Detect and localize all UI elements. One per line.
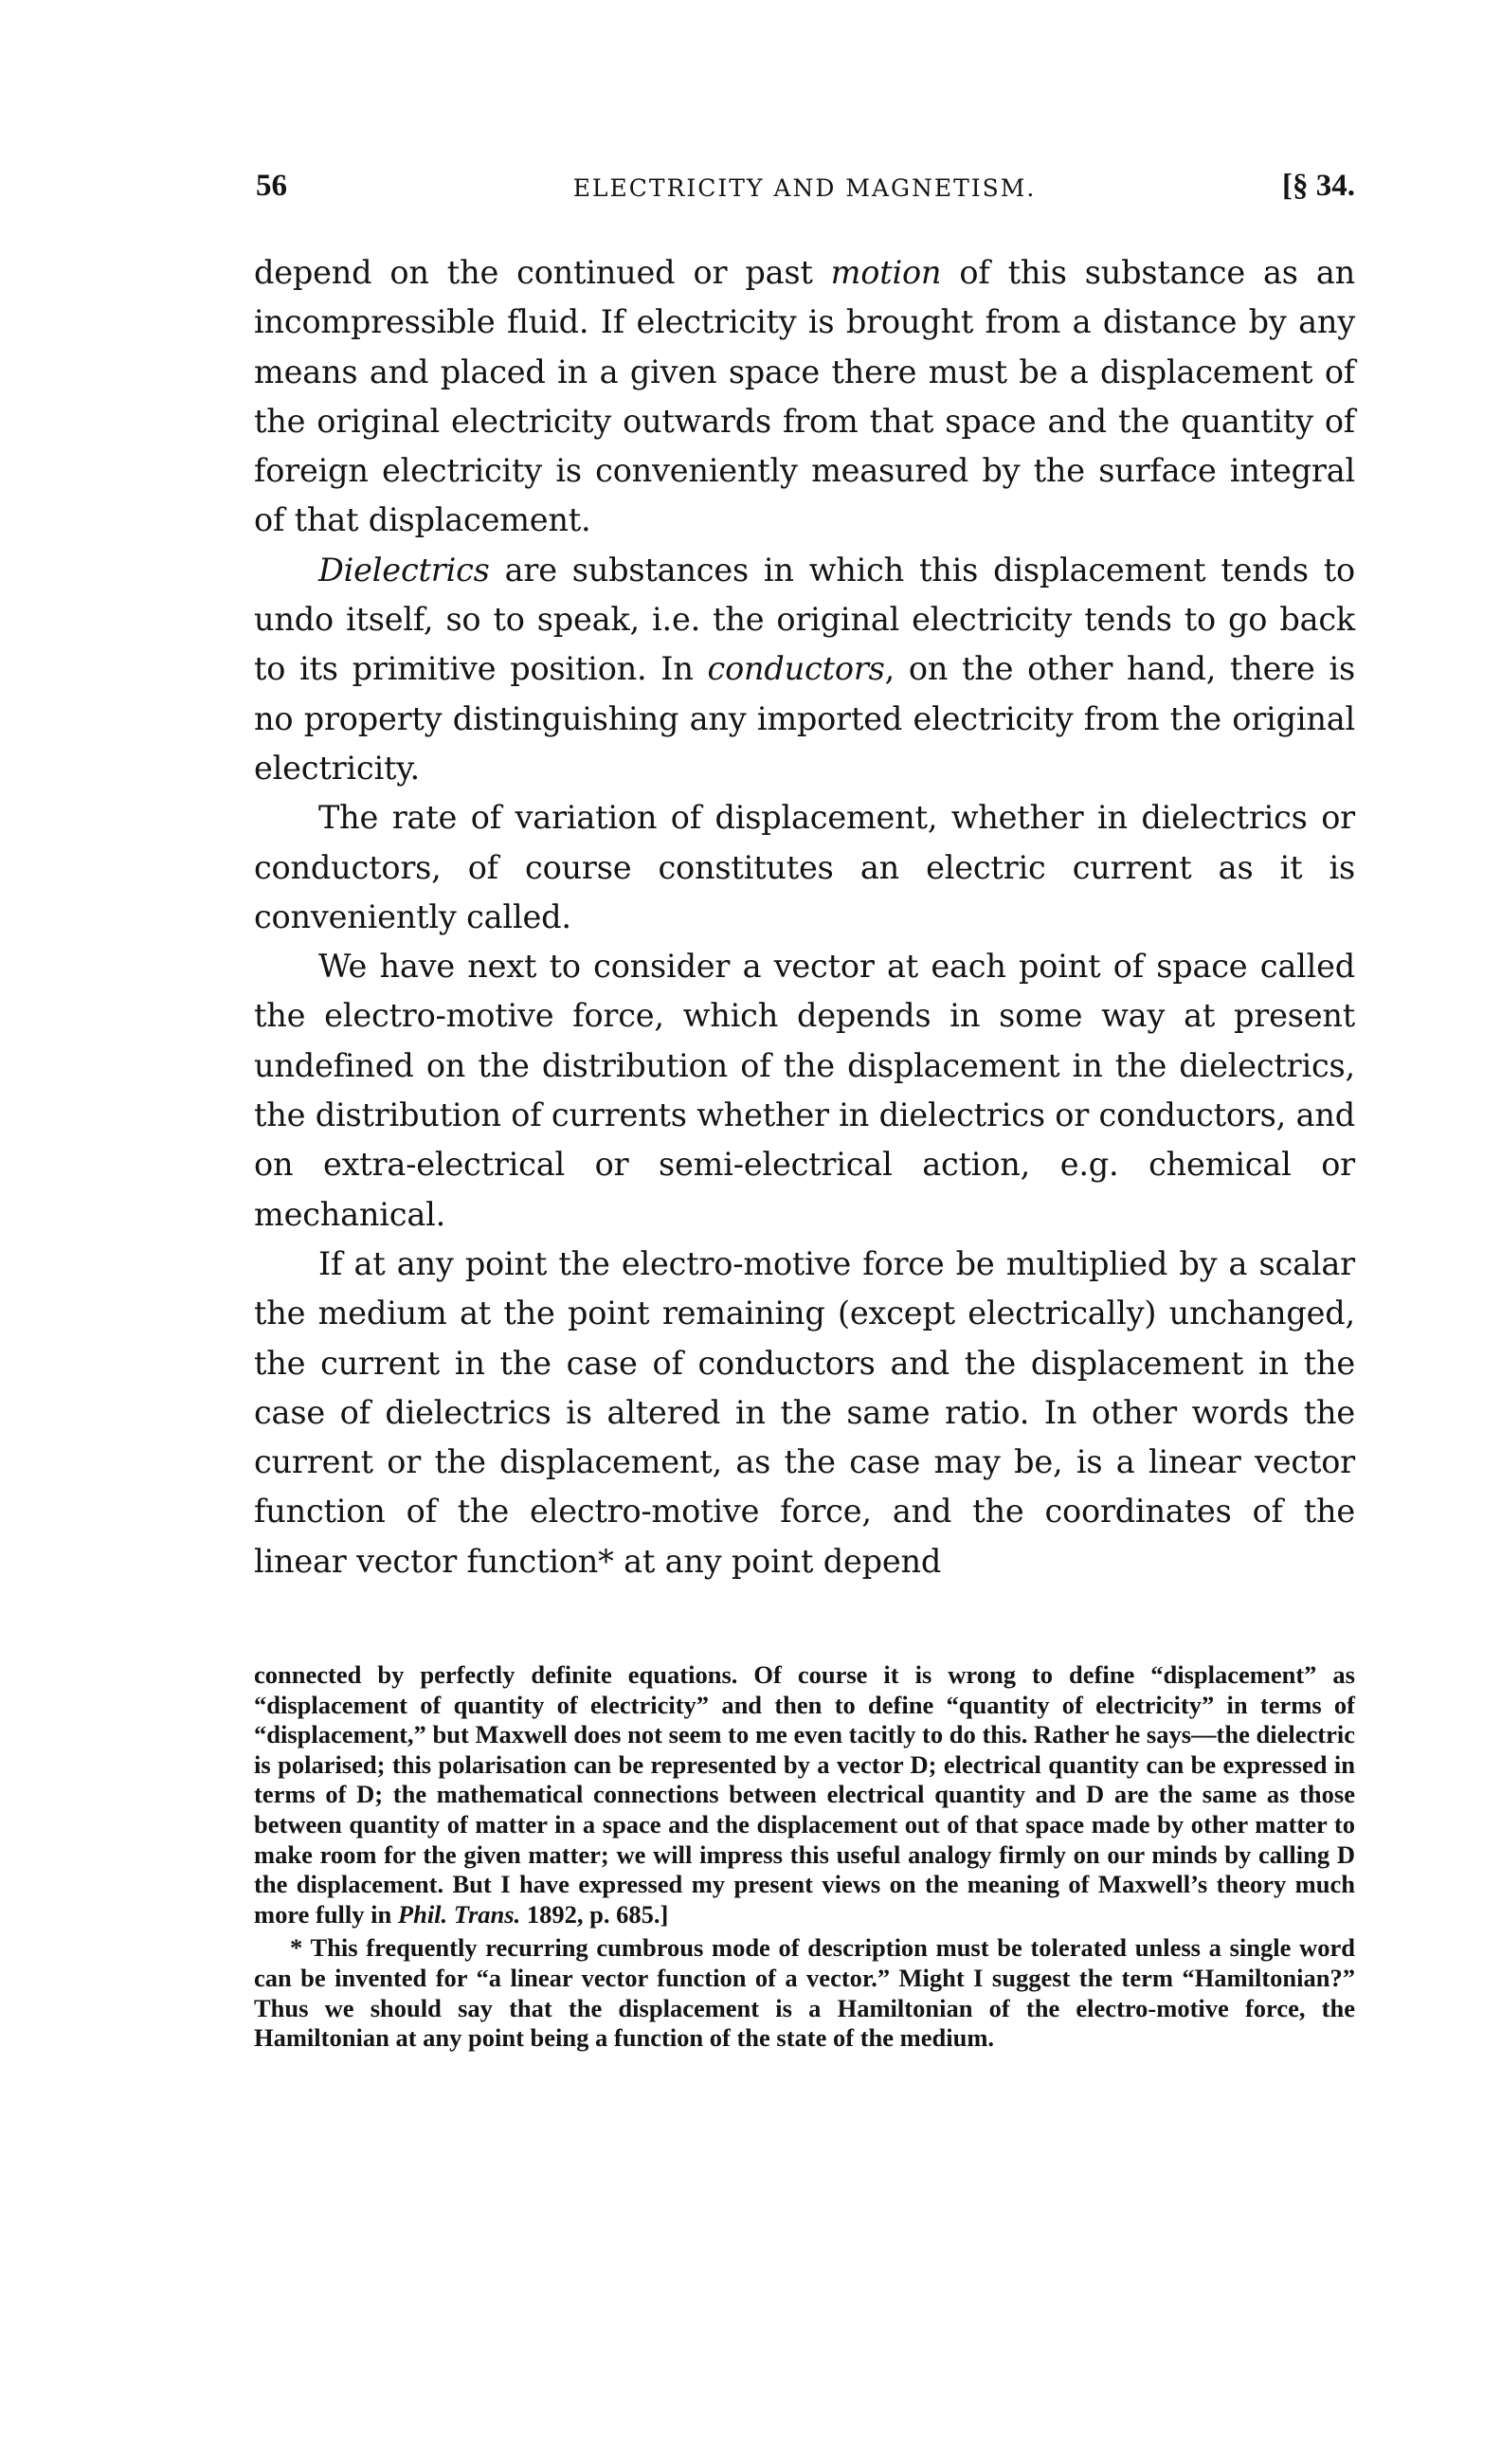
paragraph-linear-vector-function bbox=[254, 1240, 1355, 1586]
text-segment: of this substance as an incompressible fluid. If electricity is brought from a distance by any means and placed in a given space there must be a displacement of the original electricity outwards from that space and the quantity of foreign electricity is conveniently measured by the surface integral of that displacement. bbox=[254, 254, 1356, 539]
italic-term-conductors: conductors bbox=[707, 650, 885, 688]
footnote-continued bbox=[254, 1660, 1355, 1930]
text-segment: The rate of variation of displacement, whether in dielectrics or conductors, of course constitutes an electric current as it is conveniently called. bbox=[254, 799, 1355, 935]
italic-citation: Phil. Trans. bbox=[397, 1899, 521, 1929]
main-text bbox=[254, 248, 1355, 1586]
page-number: 56 bbox=[256, 169, 287, 203]
paragraph-dielectrics bbox=[254, 546, 1355, 793]
footnotes bbox=[254, 1660, 1355, 2054]
text-segment: If at any point the electro-motive force be multiplied by a scalar the medium at the point remaining (except electrically) unchanged, the current in the case of conductors and the displacement in the case of dielectrics is altered in the same ratio. In other words the current or the displacement, as the case may be, is a linear vector function of the electro-motive force, and the coordinates of the linear vector function* at any point depend bbox=[254, 1244, 1355, 1580]
italic-term-dielectrics: Dielectrics bbox=[318, 551, 490, 589]
paragraph-current bbox=[254, 793, 1355, 942]
text-segment: are substances in which this displacement tends to undo itself, so to speak, i.e. the original electricity tends to go back to its primitive position. In bbox=[254, 551, 1355, 688]
text-segment: We have next to consider a vector at each point of space called the electro-motive force, which depends in some way at present undefined on the distribution of the displacement in the dielectrics, the distribution of currents whether in dielectrics or conductors, and on extra-electrical or semi-electrical action, e.g. chemical or mechanical. bbox=[254, 948, 1355, 1233]
running-title: ELECTRICITY AND MAGNETISM. bbox=[572, 174, 1037, 202]
paragraph-electromotive-force bbox=[254, 942, 1355, 1240]
text-segment: * This frequently recurring cumbrous mode of description must be tolerated unless a single word can be invented for “a linear vector function of a vector.” Might I suggest the term “Hamiltonian?” Thus we should say that the displacement is a Hamiltonian of the electro-motive force, the Hamiltonian at any point being a function of the state of the medium. bbox=[254, 1933, 1355, 2053]
text-segment: connected by perfectly definite equations. Of course it is wrong to define “displacement” as “displacement of quantity of electricity” and then to define “quantity of electricity” in terms of “displacement,” but Maxwell does not seem to me even tacitly to do this. Rather he says—the dielectric is polarised; this polarisation can be represented by a vector D; electrical quantity can be expressed in terms of D; the mathematical connections between electrical quantity and D are the same as those between quantity of matter in a space and the displacement out of that space made by other matter to make room for the given matter; we will impress this useful analogy firmly on our minds by calling D the displacement. But I have expressed my present views on the meaning of Maxwell’s theory much more fully in bbox=[254, 1660, 1355, 1929]
running-head bbox=[254, 169, 1355, 207]
italic-term-motion: motion bbox=[830, 254, 942, 291]
text-segment: , on the other hand, there is no property distinguishing any imported electricity from the original electricity. bbox=[254, 650, 1355, 787]
text-segment: depend on the continued or past bbox=[254, 254, 831, 291]
section-reference: [§ 34. bbox=[1282, 169, 1355, 203]
paragraph bbox=[254, 248, 1355, 546]
text-segment: 1892, p. 685.] bbox=[520, 1899, 669, 1929]
footnote-asterisk bbox=[254, 1933, 1355, 2053]
